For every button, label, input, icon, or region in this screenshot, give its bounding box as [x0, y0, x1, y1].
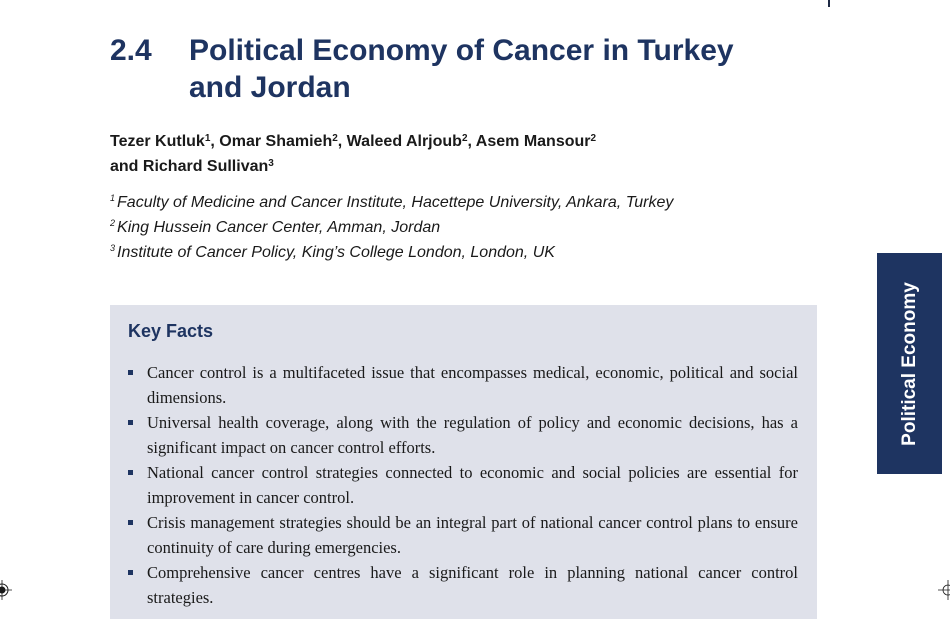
affiliation-item — [110, 215, 810, 240]
author-separator: , — [337, 133, 347, 150]
author-affiliation-number: 3 — [268, 158, 274, 169]
section-side-tab — [877, 253, 942, 474]
author-name: Waleed Alrjoub — [346, 133, 462, 150]
chapter-title: Political Economy of Cancer in Turkey and Jordan — [189, 34, 734, 104]
key-fact-item — [128, 460, 798, 510]
author-list — [110, 129, 750, 179]
author-affiliation-number: 2 — [461, 133, 468, 144]
chapter-number: 2.4 — [110, 34, 152, 67]
affiliation-number: 1 — [110, 193, 116, 203]
key-facts-title: Key Facts — [128, 321, 214, 341]
bullet-icon — [128, 520, 133, 525]
affiliation-list — [110, 190, 810, 265]
key-fact-text: Universal health coverage, along with the regulation of policy and economic decisions, has a significant impact on cancer control efforts. — [147, 413, 798, 457]
author-separator: , — [210, 133, 220, 150]
key-fact-text: Crisis management strategies should be an integral part of national cancer control plans to ensure continuity of care during emergencies. — [147, 513, 798, 557]
key-fact-item — [128, 360, 798, 410]
key-fact-item — [128, 560, 798, 610]
bullet-icon — [128, 370, 133, 375]
affiliation-text: Institute of Cancer Policy, King’s College London, London, UK — [117, 244, 555, 261]
key-facts-list — [128, 360, 798, 610]
author-name: Tezer Kutluk — [110, 133, 205, 150]
key-fact-item — [128, 410, 798, 460]
author-affiliation-number: 2 — [332, 133, 338, 144]
author-name: and Richard Sullivan — [110, 158, 269, 175]
affiliation-number: 2 — [110, 218, 116, 228]
registration-mark-icon — [938, 580, 950, 600]
author-name: Omar Shamieh — [219, 133, 333, 150]
key-fact-text: Cancer control is a multifaceted issue that encompasses medical, economic, political and social dimensions. — [147, 363, 798, 407]
bullet-icon — [128, 420, 133, 425]
registration-mark-icon — [0, 580, 12, 600]
author-separator: , — [467, 133, 476, 150]
bullet-icon — [128, 470, 133, 475]
affiliation-item — [110, 190, 810, 215]
crop-mark — [828, 0, 830, 7]
affiliation-number: 3 — [110, 243, 116, 253]
affiliation-text: King Hussein Cancer Center, Amman, Jordan — [117, 219, 441, 236]
key-fact-item — [128, 510, 798, 560]
author-name: Asem Mansour — [475, 133, 591, 150]
key-fact-text: Comprehensive cancer centres have a significant role in planning national cancer control strategies. — [147, 563, 798, 607]
author-affiliation-number: 1 — [204, 133, 211, 144]
side-tab-label: Political Economy — [898, 281, 920, 446]
key-fact-text: National cancer control strategies connected to economic and social policies are essential for improvement in cancer control. — [147, 463, 798, 507]
affiliation-item — [110, 240, 810, 265]
key-facts-box — [110, 305, 817, 619]
author-affiliation-number: 2 — [590, 133, 597, 144]
bullet-icon — [128, 570, 133, 575]
affiliation-text: Faculty of Medicine and Cancer Institute, Hacettepe University, Ankara, Turkey — [117, 194, 674, 211]
